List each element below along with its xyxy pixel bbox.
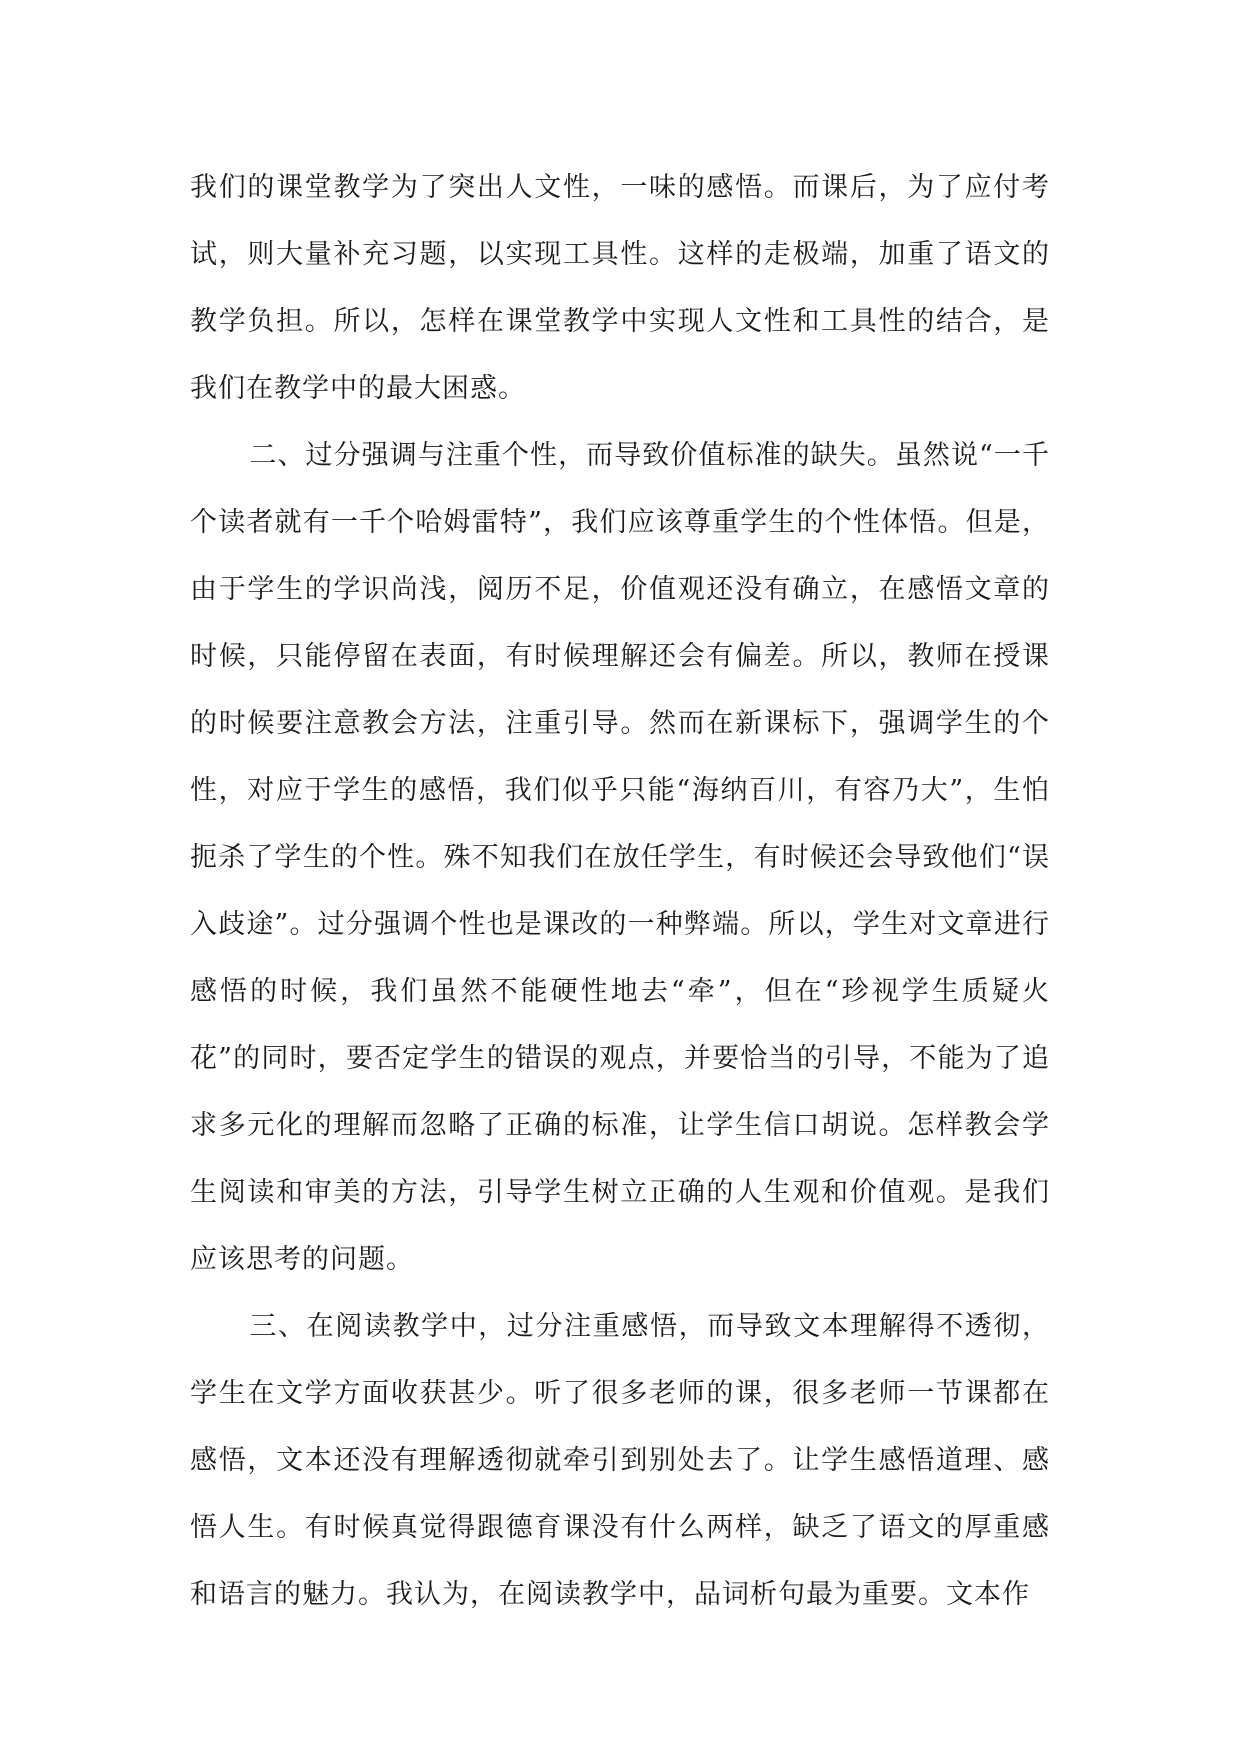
document-body: [190, 154, 1050, 1628]
paragraph-continuation: 我们的课堂教学为了突出人文性，一味的感悟。而课后，为了应付考试，则大量补充习题，以实现工具性。这样的走极端，加重了语文的教学负担。所以，怎样在课堂教学中实现人文性和工具性的结合，是我们在教学中的最大困惑。: [190, 172, 1050, 404]
paragraph-section-two: 二、过分强调与注重个性，而导致价值标准的缺失。虽然说“一千个读者就有一千个哈姆雷特”，我们应该尊重学生的个性体悟。但是，由于学生的学识尚浅，阅历不足，价值观还没有确立，在感悟文章的时候，只能停留在表面，有时候理解还会有偏差。所以，教师在授课的时候要注意教会方法，注重引导。然而在新课标下，强调学生的个性，对应于学生的感悟，我们似乎只能“海纳百川，有容乃大”，生怕扼杀了学生的个性。殊不知我们在放任学生，有时候还会导致他们“误入歧途”。过分强调个性也是课改的一种弊端。所以，学生对文章进行感悟的时候，我们虽然不能硬性地去“牵”，但在“珍视学生质疑火花”的同时，要否定学生的错误的观点，并要恰当的引导，不能为了追求多元化的理解而忽略了正确的标准，让学生信口胡说。怎样教会学生阅读和审美的方法，引导学生树立正确的人生观和价值观。是我们应该思考的问题。: [190, 440, 1050, 1275]
paragraph-section-three: 三、在阅读教学中，过分注重感悟，而导致文本理解得不透彻，学生在文学方面收获甚少。听了很多老师的课，很多老师一节课都在感悟，文本还没有理解透彻就牵引到别处去了。让学生感悟道理、感悟人生。有时候真觉得跟德育课没有什么两样，缺乏了语文的厚重感和语言的魅力。我认为，在阅读教学中，品词析句最为重要。文本作: [190, 1311, 1050, 1610]
